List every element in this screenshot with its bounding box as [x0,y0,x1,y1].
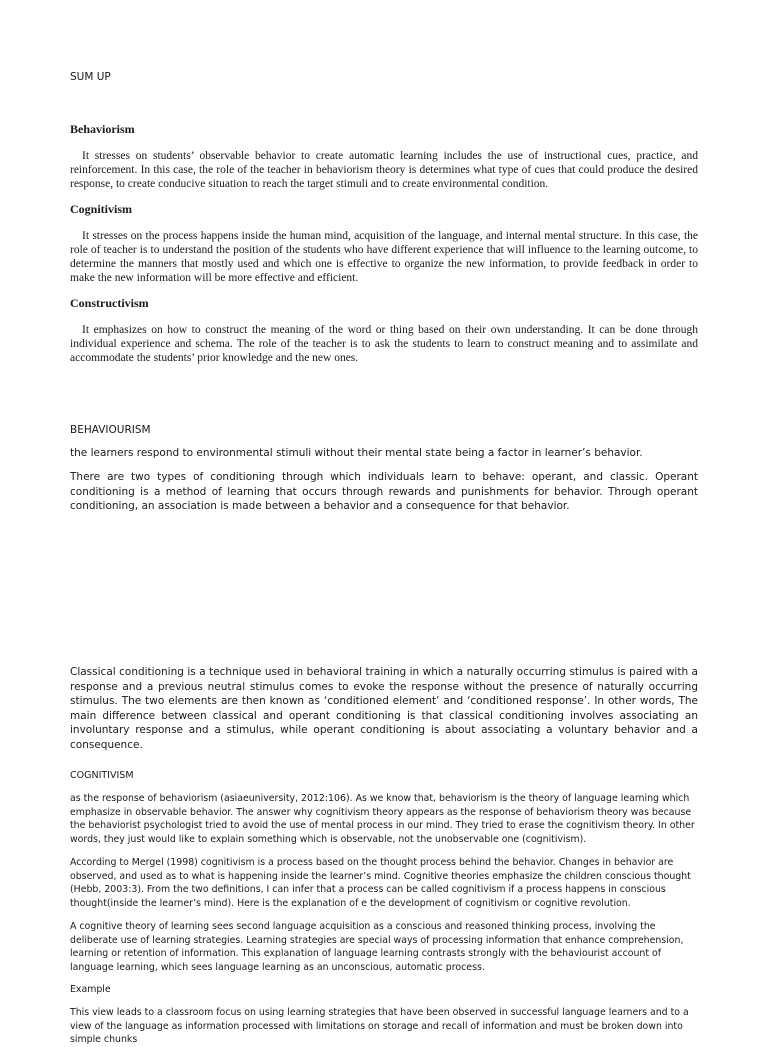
behaviorism-heading: Behaviorism [70,122,135,136]
behaviourism-label: BEHAVIOURISM [70,424,151,436]
cognitivism-paragraph-3: A cognitive theory of learning sees second language acquisition as a conscious and reasoned thinking process, involving the deliberate use of learning strategies. Learning strategies are special ways of processing information that enhance comprehension, learning or retention of information. This explanation of language learning contrasts strongly with the behaviourist account of language learning, which sees language learning as an unconscious, automatic process. [70,921,684,973]
behaviourism-paragraph-2: Classical conditioning is a technique used in behavioral training in which a naturally occurring stimulus is paired with a response and a previous neutral stimulus comes to evoke the response without the presence of naturally occurring stimulus. The two elements are then known as ‘conditioned element’ and ‘conditioned response’. In other words, The main difference between classical and operant conditioning is that classical conditioning involves associating an involuntary response and a stimulus, while operant conditioning is about associating a voluntary behavior and a consequence. [70,666,698,751]
sum-up-label: SUM UP [70,71,111,83]
behaviourism-intro: the learners respond to environmental stimuli without their mental state being a factor in learner’s behavior. [70,447,643,459]
behaviorism-summary: It stresses on students’ observable behavior to create automatic learning includes the use of instructional cues, practice, and reinforcement. In this case, the role of the teacher in behaviorism theory is determines what type of cues that could produce the desired response, to create conducive situation to reach the target stimuli and to create environmental condition. [70,150,698,190]
cognitivism-paragraph-2: According to Mergel (1998) cognitivism is a process based on the thought process behind the behavior. Changes in behavior are observed, and used as to what is happening inside the learner’s mind. Cognitive theories emphasize the children conscious thought (Hebb, 2003:3). From the two definitions, I can infer that a process can be called cognitivism if a process happens in conscious thought(inside the learner’s mind). Here is the explanation of e the development of cognitivism or cognitive revolution. [70,857,691,909]
cognitivism-paragraph-1: as the response of behaviorism (asiaeuniversity, 2012:106). As we know that, behaviorism is the theory of language learning which emphasize in observable behavior. The answer why cognitivism theory appears as the response of behaviorism theory was because the behaviorist psychologist tried to avoid the use of mental process in our mind. They tried to erase the cognitivism theory. In other words, they just would like to explain something which is observable, not the unobservable one (cognitivism). [70,793,695,845]
behaviourism-paragraph-1: There are two types of conditioning through which individuals learn to behave: operant, and classic. Operant conditioning is a method of learning that occurs through rewards and punishments for behavior. Through operant conditioning, an association is made between a behavior and a consequence for that behavior. [70,471,698,512]
cognitivism-label: COGNITIVISM [70,770,134,781]
cognitivism-summary: It stresses on the process happens inside the human mind, acquisition of the language, and internal mental structure. In this case, the role of teacher is to understand the position of the students who have different experience that will influence to the learning outcome, to determine the manners that mostly used and which one is effective to organize the new information, to provide feedback in order to make the new information will be more effective and efficient. [70,230,698,284]
constructivism-heading: Constructivism [70,296,149,310]
cognitivism-paragraph-4: This view leads to a classroom focus on using learning strategies that have been observed in successful language learners and to a view of the language as information processed with limitations on storage and recall of information and must be broken down into simple chunks [70,1007,689,1046]
cognitivism-heading: Cognitivism [70,202,133,216]
constructivism-summary: It emphasizes on how to construct the meaning of the word or thing based on their own understanding. It can be done through individual experience and schema. The role of the teacher is to ask the students to learn to construct meaning and to assimilate and accommodate the students’ prior knowledge and the new ones. [70,324,698,364]
example-label: Example [70,984,111,995]
